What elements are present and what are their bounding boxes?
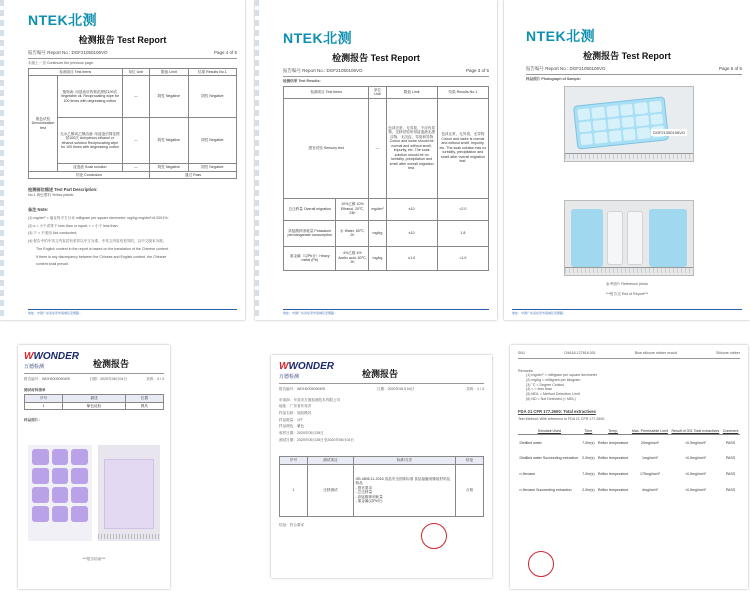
- part-desc: No.1 黄色塑料 Yellow plastic: [28, 192, 74, 197]
- info-line: 样品颜色：紫色: [279, 424, 305, 429]
- cell: Reflux temperature: [597, 472, 629, 477]
- cell-unit: mg/kg: [369, 220, 386, 246]
- info-line: 申请商：东莞市万德检测技术有限公司: [279, 397, 341, 402]
- photo-label: 样品照片 Photograph of Sample:: [526, 77, 581, 81]
- report-title: 检测报告 Test Report: [583, 51, 671, 61]
- divider: [283, 76, 489, 77]
- table-row: [284, 198, 489, 220]
- report-title: 检测报告 Test Report: [332, 53, 420, 63]
- continues-note: 未续上一页 Continues the previous page:: [28, 61, 94, 65]
- ice-tray-blue: [573, 96, 669, 149]
- cell-unit: —: [369, 98, 386, 198]
- col-result: Result of 001 Total extractives: [671, 428, 720, 433]
- page-number: 页码：3 / 3: [146, 377, 164, 381]
- note-line: (3) "/" = 不适用 Not conducted;: [28, 231, 77, 236]
- ice-tray-part: [649, 209, 687, 267]
- cell-result: 1.8: [437, 220, 488, 246]
- col-standard: 标准/方法: [353, 457, 455, 464]
- mold-piece: [71, 487, 88, 503]
- group-label: 脱色试验 Decolorization test: [29, 76, 58, 171]
- sample-photo-sheet: [98, 445, 160, 541]
- col-unit: 单位 Unit: [122, 68, 149, 75]
- cell: 2.0hr(s): [582, 456, 595, 461]
- part-desc-title: 检测部位描述 Test Part Description:: [28, 187, 98, 193]
- report-page-5: [504, 0, 750, 320]
- remark: 结论：符合要求: [279, 522, 305, 527]
- col-comment: Comment: [722, 428, 739, 433]
- info-line: 收样日期：2020年05月28日: [279, 431, 324, 436]
- report-meta: 报告编号 Report No.: DGF21050106VO Page 3 of 5: [283, 68, 489, 73]
- remark-line: (2) mg/kg = milligram per kilogram: [526, 378, 581, 383]
- mold-piece: [52, 449, 69, 465]
- col-results: 结果 Results No.1: [437, 86, 488, 98]
- wonder-report-page-3: [18, 345, 170, 589]
- divider: [28, 58, 237, 59]
- table-row: [25, 402, 164, 409]
- table-row: [29, 118, 237, 164]
- note-line: content shall prevail.: [36, 262, 69, 267]
- table-row: [284, 246, 489, 270]
- conclusion-row: [29, 171, 237, 178]
- cell-cond: 4%乙酸 4% Acetic acid, 60℃, 2h: [336, 246, 369, 270]
- info-line: 样品名称：硅胶模具: [279, 411, 312, 416]
- col-unit: 单位 Unit: [369, 86, 386, 98]
- cell: Reflux temperature: [597, 440, 629, 445]
- decolorization-table: [28, 68, 237, 179]
- cell-conclusion: 合格: [455, 464, 483, 516]
- cell-cond: 10%乙醇 10% Ethanol, 20℃, 24h: [336, 198, 369, 220]
- cell-standard: GB 4806.11-2016 食品安全国家标准 食品接触用橡胶材料及制品 - 感官要求 - 总迁移量 - 高锰酸钾消耗量 - 重金属(以Pb计): [353, 464, 455, 516]
- table-header-row: [25, 395, 164, 402]
- end-of-report: ***报告完 End of Report***: [605, 292, 649, 296]
- test-summary-table: [279, 456, 484, 516]
- wonder-report-page-1: [271, 355, 492, 578]
- end-of-report: ***报告结束***: [82, 557, 106, 561]
- report-no: 报告编号：WDH20050904RI: [279, 387, 326, 391]
- ice-tray-part: [571, 209, 603, 267]
- mold-piece: [32, 506, 49, 522]
- report-page-3: [255, 0, 497, 320]
- sn-desc: Blue silicone rubber mould: [634, 351, 678, 355]
- cell: Distilled water Succeeding extraction: [519, 456, 579, 461]
- cell-unit: mg/dm²: [369, 198, 386, 220]
- cell-item: 重金属（以Pb计）Heavy metal (Pb): [284, 246, 336, 270]
- cell: PASS: [725, 488, 736, 493]
- materials-table: [24, 394, 164, 410]
- col-test-items: 检测项目 Test Items: [29, 68, 123, 75]
- remark-line: (6) ND = Not Detected (< MDL): [526, 396, 576, 401]
- ntek-logo: NTEK北测: [28, 12, 98, 28]
- table-row: [280, 464, 484, 516]
- conclusion-label: 结论 Conclusion: [29, 171, 150, 178]
- ice-tray-part: [627, 211, 643, 265]
- cell-item: 总迁移量 Overall migration: [284, 198, 336, 220]
- cell-no: 1: [280, 464, 308, 516]
- col-limit: 限值 Limit: [386, 86, 437, 98]
- reference-label: 参考照片 Reference photo: [606, 282, 648, 286]
- ruler: [565, 153, 693, 159]
- report-meta: 报告编号 Report No.: DGF21050106VO Page 5 of 5: [526, 66, 742, 71]
- cell-unit: —: [122, 118, 149, 164]
- cell-limit: ≤10: [386, 220, 437, 246]
- cell-limit: 色泽正常，无异臭，不应有异物，迁移试验所得浸泡液无漂浮物，无沉淀，异臭和异物 Colour and lustre should be normal and without smell, impurity, etc. The soak solution should be no turbidity, precipitation and smell after overall migration test.: [386, 98, 437, 198]
- divider: [526, 74, 742, 75]
- cell-result: 色泽正常，无异臭，无异物 Colour and lustre is normal and without smell, impurity, etc. The soak solution has no turbidity, precipitation and smell after overall migration test.: [437, 98, 488, 198]
- col-test-items: 检测项目 Test Items: [284, 86, 369, 98]
- table-row: [29, 76, 237, 118]
- ruler: [565, 267, 693, 273]
- cell: 2.0hr(s): [582, 488, 595, 493]
- ice-tray-part: [607, 211, 623, 265]
- ntek-logo: NTEK北测: [283, 30, 353, 46]
- test-method: Test Method: With reference to FDA 21 CFR 177.2600.: [518, 417, 606, 422]
- cell: PASS: [725, 456, 736, 461]
- remark-line: (1) mg/dm² = milligram per square decimeter: [526, 373, 597, 378]
- remark-line: (3) °C = Degree Celsius: [526, 382, 565, 387]
- cell-unit: —: [122, 164, 149, 171]
- cell-item: 无水乙醇或乙醇溶液: 用浸泡后棉花擦拭100次 Anhydrous ethanol or ethanol solution Reciprocating wipe for 100 times with degreasing cotton: [58, 118, 122, 164]
- cell: 7.0hr(s): [582, 472, 595, 477]
- info-line: 测试日期：2020年05月28日至2020年06月04日: [279, 437, 355, 442]
- note-line: The English content in the report is based on the translation of the Chinese content.: [36, 246, 169, 251]
- cell: 175mg/inch²: [639, 472, 660, 477]
- note-line: (2) ≤ = 小于或等于 less than or equal; < = 小于 less than;: [28, 223, 119, 228]
- wonder-logo-cn: 万德检测: [279, 374, 300, 380]
- info-line: 样品数量：1件: [279, 417, 303, 422]
- col-limit: Max. Permissible Limit: [631, 428, 668, 433]
- cell: <0.5mg/inch²: [684, 456, 706, 461]
- cell-result: 阴性 Negative: [188, 164, 236, 171]
- col-time: Time: [581, 428, 597, 435]
- page-number: 页码：1 / 3: [466, 387, 484, 391]
- cell-limit: 阴性 Negative: [149, 118, 188, 164]
- mold-piece: [71, 468, 88, 484]
- conclusion-value: 通过 Pass: [149, 171, 236, 178]
- cell-limit: 阴性 Negative: [149, 164, 188, 171]
- cell-limit: ≤10: [386, 198, 437, 220]
- photo-label: 样品照片：: [24, 418, 42, 423]
- cell: 4mg/inch²: [641, 488, 658, 493]
- cell-item: 迁移测试: [308, 464, 354, 516]
- inspection-seal: [421, 523, 447, 549]
- wonder-logo-cn: 万德检测: [24, 364, 45, 370]
- sample-photo: [564, 86, 694, 162]
- col-desc: 描述: [63, 395, 126, 402]
- report-meta: 报告编号 Report No.: DGF21050106VO Page 4 of 5: [28, 50, 237, 55]
- remark-line: (4) < = less than: [526, 387, 552, 392]
- remark-line: (5) MDL = Method Detection Limit: [526, 392, 580, 397]
- cell: 7.0hr(s): [582, 440, 595, 445]
- mold-piece: [52, 506, 69, 522]
- sn-label: SN1: [518, 351, 525, 355]
- cell: n-Hexane: [519, 472, 536, 477]
- cell-unit: mg/kg: [369, 246, 386, 270]
- mold-piece: [32, 468, 49, 484]
- results-label: 检测结果 Test Results:: [283, 79, 321, 83]
- mold-piece: [32, 487, 49, 503]
- cell-limit: 阴性 Negative: [149, 76, 188, 118]
- wonder-logo: WWONDER: [279, 361, 335, 372]
- cell-result: <2.0: [437, 198, 488, 220]
- divider: [279, 383, 484, 384]
- materials-list-label: 测试材料清单: [24, 387, 46, 392]
- cell-item: 高锰酸钾消耗量 Potassium permanganate consumption: [284, 220, 336, 246]
- cell-result: 阴性 Negative: [188, 118, 236, 164]
- cell: n-Hexane Succeeding extraction: [519, 488, 572, 493]
- mold-piece: [71, 506, 88, 522]
- fda-extractives-table: [518, 428, 740, 499]
- table-row: [284, 220, 489, 246]
- cell-result: <1.0: [437, 246, 488, 270]
- test-results-table: [283, 86, 489, 271]
- sample-tag: DGF21050106VO: [652, 130, 685, 135]
- ntek-logo: NTEK北测: [526, 28, 596, 44]
- table-row: [518, 435, 740, 451]
- mold-piece: [32, 449, 49, 465]
- table-row: [29, 164, 237, 171]
- footer-address: 地址：中国广东省东莞市南城区宏图路...: [512, 309, 742, 315]
- cell: PASS: [725, 472, 736, 477]
- cell: Reflux temperature: [597, 488, 629, 493]
- cell-result: 阴性 Negative: [188, 76, 236, 118]
- divider: [518, 358, 740, 359]
- cell-item: 植物油: 用浸油后的棉花擦拭100次 Vegetable oil, Reciprocating wipe for 100 times with degreasing cotton: [58, 76, 122, 118]
- divider: [24, 373, 164, 374]
- ruler: [98, 534, 160, 539]
- sn-no: CHA18-127816.001: [563, 351, 596, 355]
- note-title: 备注 Note:: [28, 207, 49, 213]
- cell-item: 感官试验 Sensory test: [284, 98, 369, 198]
- col-no: 序号: [25, 395, 63, 402]
- table-row: [518, 451, 740, 467]
- cell: <0.5mg/inch²: [684, 440, 706, 445]
- note-line: (1) mg/dm² = 毫克每平方分米 milligram per square decimeter; mg/kg=mg/dm²×6 0001%;: [28, 216, 169, 221]
- footer-address: 地址：中国广东省东莞市南城区宏图路...: [283, 309, 489, 315]
- report-title: 检测报告: [362, 369, 399, 379]
- col-location: 位置: [125, 395, 163, 402]
- cell: <0.5mg/inch²: [684, 488, 706, 493]
- report-page-4: [0, 0, 245, 320]
- table-row: [518, 467, 740, 483]
- note-line: (4) 报告中的中英文内容若有差异以中文为准，中英文内容有差异的，以中文版本为准。: [28, 239, 167, 244]
- col-no: 序号: [280, 457, 308, 464]
- col-simulant: Simulant Used: [518, 428, 581, 435]
- col-results: 结果 Results No.1: [188, 68, 236, 75]
- cell-limit: ≤1.0: [386, 246, 437, 270]
- inspection-seal: [528, 551, 554, 577]
- report-date: 日期：2020年06月04日: [376, 387, 415, 391]
- cell: 20mg/inch²: [640, 440, 659, 445]
- note-line: If there is any discrepancy between the Chinese and English content, the Chinese: [36, 254, 167, 259]
- table-row: [518, 483, 740, 499]
- info-line: 地址：广东省东莞市: [279, 404, 312, 409]
- report-title: 检测报告 Test Report: [78, 35, 167, 45]
- table-header-row: [518, 428, 740, 435]
- cell-location: 模具: [125, 402, 163, 409]
- footer-address: 地址：中国广东省东莞市南城区宏图路...: [28, 309, 237, 315]
- table-header-row: [280, 457, 484, 464]
- sample-photo-molds: [28, 445, 92, 541]
- fda-title: FDA 21 CFR 177.2600: Total extractives: [518, 409, 596, 415]
- cell-item: 浸泡液 Soak solution: [58, 164, 122, 171]
- cell: 1mg/inch²: [641, 456, 658, 461]
- mold-piece: [71, 449, 88, 465]
- cell: Reflux temperature: [597, 456, 629, 461]
- report-no: 报告编号：WDH20050904RI: [24, 377, 71, 381]
- report-date: 日期：2020年06月04日: [89, 377, 127, 381]
- mold-piece: [52, 487, 69, 503]
- reference-photo: [564, 200, 694, 276]
- cell-cond: 水 Water, 60℃, 2h: [336, 220, 369, 246]
- cell: PASS: [725, 440, 736, 445]
- table-header-row: [284, 86, 489, 98]
- wonder-logo: WWONDER: [24, 351, 80, 362]
- silicone-sheet: [104, 459, 154, 529]
- cell-no: 1: [25, 402, 63, 409]
- table-row: [284, 98, 489, 198]
- sn-material: Silicone rubber: [716, 351, 740, 355]
- remarks-label: Remarks:: [518, 368, 534, 373]
- fda-test-report: [510, 345, 748, 589]
- cell-desc: 紫色硅胶: [63, 402, 126, 409]
- col-limit: 限值 Limit: [149, 68, 188, 75]
- table-header-row: [29, 68, 237, 75]
- col-item: 测试项目: [308, 457, 354, 464]
- cell: <0.5mg/inch²: [684, 472, 706, 477]
- report-title: 检测报告: [93, 359, 130, 369]
- col-temp: Temp.: [596, 428, 630, 435]
- col-conclusion: 结论: [455, 457, 483, 464]
- cell-unit: —: [122, 76, 149, 118]
- mold-piece: [52, 468, 69, 484]
- cell: Distilled water: [519, 440, 542, 445]
